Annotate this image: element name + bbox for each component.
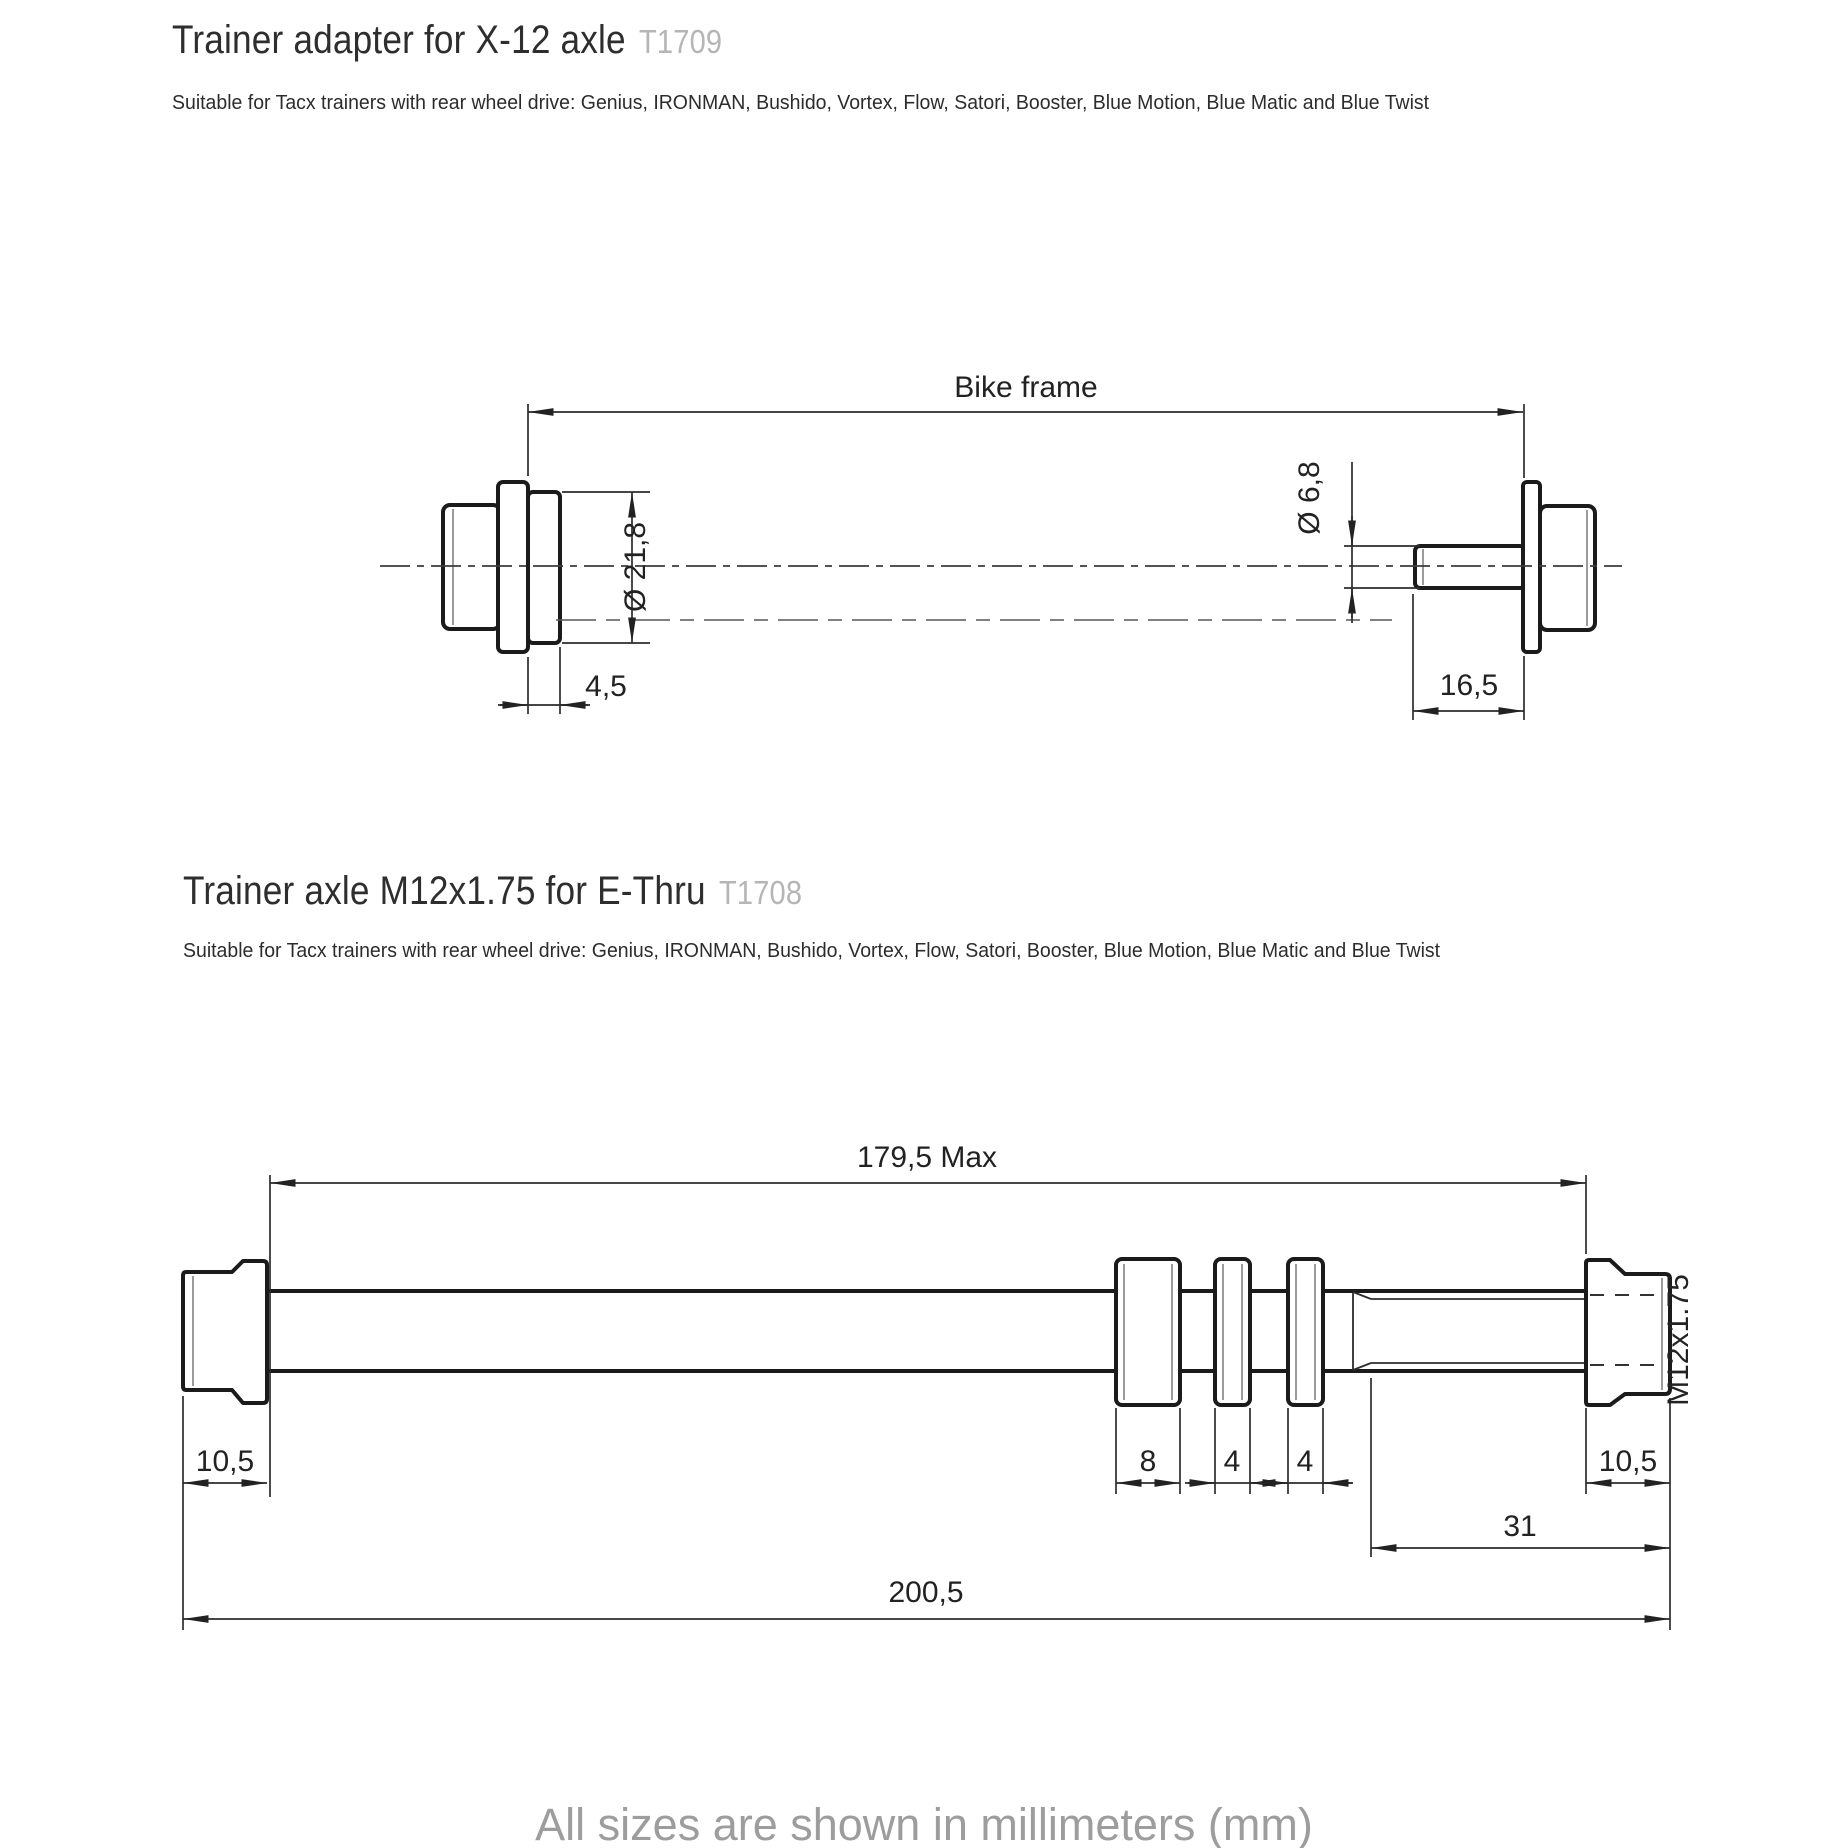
thread-section	[1353, 1292, 1586, 1370]
thread-spec-label: M12x1.75	[1662, 1274, 1695, 1406]
units-note: All sizes are shown in millimeters (mm)	[535, 1799, 1313, 1848]
max-length-label: 179,5 Max	[856, 1141, 998, 1174]
dimension-collar-mid	[1185, 1408, 1352, 1494]
section2-subtitle: Suitable for Tacx trainers with rear wheel drive: Genius, IRONMAN, Bushido, Vortex, Flow, Satori, Booster, Blue Motion, Blue Matic and Blue Twist	[183, 939, 1441, 962]
pin-diameter-label: Ø 6,8	[1293, 461, 1326, 535]
dimension-pin-length	[1413, 594, 1524, 720]
axle-right-end	[1586, 1260, 1670, 1405]
thread-chamfer-bottom	[1353, 1363, 1371, 1370]
collar-mid-label: 4	[1223, 1445, 1241, 1478]
right-pin	[1415, 546, 1525, 588]
section2-title: Trainer axle M12x1.75 for E-Thru	[183, 869, 706, 913]
diagram-x12-adapter	[380, 371, 1622, 720]
axle-left-head	[183, 1261, 267, 1403]
left-sleeve-cylinder	[528, 492, 560, 643]
dimension-collar-wide	[1116, 1408, 1180, 1494]
collars	[1116, 1259, 1323, 1405]
dimension-total-length	[183, 1576, 1670, 1619]
right-head-width-label: 10,5	[1598, 1445, 1658, 1478]
collar-mid	[1215, 1259, 1250, 1405]
dimension-collar-right	[1258, 1408, 1353, 1494]
dimension-left-head-width	[183, 1396, 267, 1630]
collar-wide-label: 8	[1139, 1445, 1157, 1478]
dimension-right-head-width	[1586, 1408, 1670, 1494]
thread-chamfer-top	[1353, 1292, 1371, 1299]
section1-title: Trainer adapter for X-12 axle	[172, 18, 626, 62]
outer-diameter-label: Ø 21,8	[619, 521, 652, 613]
dimension-max-length	[270, 1141, 1586, 1497]
section1-subtitle: Suitable for Tacx trainers with rear wheel drive: Genius, IRONMAN, Bushido, Vortex, Flow, Satori, Booster, Blue Motion, Blue Matic and Blue Twist	[172, 91, 1430, 114]
dimension-sleeve-width	[498, 647, 627, 714]
sleeve-width-label: 4,5	[585, 670, 627, 703]
collar-right-label: 4	[1296, 1445, 1314, 1478]
total-length-label: 200,5	[888, 1576, 964, 1609]
left-head-width-label: 10,5	[195, 1445, 255, 1478]
section2-product-code: T1708	[718, 874, 803, 911]
section1-product-code: T1709	[639, 23, 723, 60]
adapter-left-body	[443, 482, 560, 652]
adapter-right-body	[1415, 482, 1595, 652]
left-flange	[498, 482, 528, 652]
bike-frame-label: Bike frame	[954, 371, 1098, 404]
dimension-bike-frame	[528, 371, 1524, 478]
dimension-thread-length	[1371, 1378, 1670, 1630]
thread-length-label: 31	[1503, 1510, 1537, 1543]
left-head-outline	[183, 1261, 267, 1403]
collar-right	[1288, 1259, 1323, 1405]
left-cap-cylinder	[443, 505, 500, 629]
dimension-pin-diameter	[1293, 461, 1420, 623]
right-end-outline	[1586, 1260, 1670, 1405]
right-flange	[1523, 482, 1540, 652]
diagram-ethru-axle	[183, 1141, 1695, 1630]
collar-wide	[1116, 1259, 1180, 1405]
pin-length-label: 16,5	[1439, 669, 1499, 702]
